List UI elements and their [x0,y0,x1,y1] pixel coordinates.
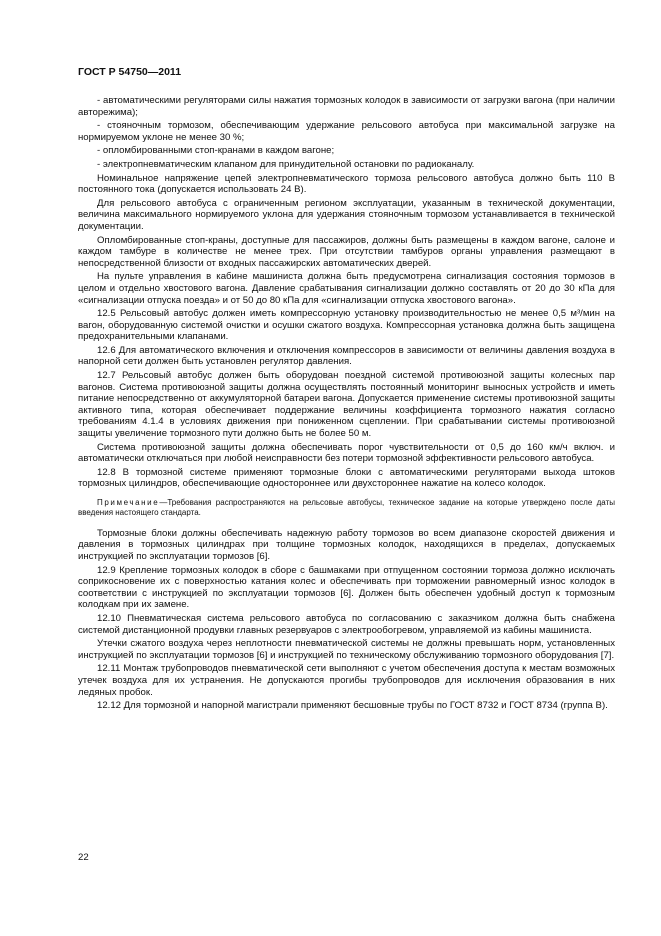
paragraph: Тормозные блоки должны обеспечивать надежную работу тормозов во всем диапазоне скоростей движения и давления в тормозных цилиндрах при толщине тормозных колодок, находящихся в пределах, допускаемых инструкцией по эксплуатации тормозов [6]. [78,527,615,562]
paragraph-12-6: 12.6 Для автоматического включения и отключения компрессоров в зависимости от величины давления воздуха в напорной сети должен быть установлен регулятор давления. [78,344,615,368]
body-text-section-1 [78,95,615,490]
paragraph: Номинальное напряжение цепей электропневматического тормоза рельсового автобуса должно быть 110 В постоянного тока (допускается использовать 24 В). [78,172,615,196]
paragraph: Опломбированные стоп-краны, доступные для пассажиров, должны быть размещены в каждом вагоне, салоне и каждом тамбуре в количестве не менее трех. При отсутствии тамбуров органы управления размещают в непосредственной близости от входных пассажирских автоматических дверей. [78,234,615,269]
paragraph-12-5: 12.5 Рельсовый автобус должен иметь компрессорную установку производительностью не менее 0,5 м³/мин на вагон, оборудованную системой очистки и осушки сжатого воздуха. Компрессорная установка должна быть защищена предохранительными клапанами. [78,308,615,343]
paragraph: - электропневматическим клапаном для принудительной остановки по радиоканалу. [97,158,475,170]
paragraph-12-12: 12.12 Для тормозной и напорной магистрали применяют бесшовные трубы по ГОСТ 8732 и ГОСТ 8734 (группа В). [97,700,608,712]
page-number: 22 [78,852,89,863]
paragraph: На пульте управления в кабине машиниста должна быть предусмотрена сигнализация состояния тормозов в целом и отдельно хвостового вагона. Давление срабатывания сигнализации должно составлять от 20 до 30 кПа для «сигнализации отпуска поезда» и от 50 до 80 кПа для «сигнализации отпуска хвостового вагона». [78,271,615,306]
standard-header: ГОСТ Р 54750—2011 [78,66,182,78]
paragraph-12-7: 12.7 Рельсовый автобус должен быть оборудован поездной системой противоюзной защиты колесных пар вагонов. Система противоюзной защиты должна осуществлять постоянный мониторинг выносных устройств и иметь питание непосредственно от аккумуляторной батареи вагона. Допускается применение системы противоюзной защиты активного типа, которая обеспечивает поддержание величины коэффициента тормозного нажатия согласно требованиям 4.1.4 в условиях движения при пониженном сцеплении. При срабатывании системы противоюзной защиты увеличение тормозного пути должно быть не более 50 м. [78,370,615,440]
note-label: Примечание [97,498,160,507]
note-text: —Требования распространяются на рельсовые автобусы, техническое задание на которые утверждено после даты введения настоящего стандарта. [78,498,615,518]
note [78,498,615,519]
paragraph: Утечки сжатого воздуха через неплотности пневматической системы не должны превышать норм, установленных инструкцией по эксплуатации тормозов [6] и инструкцией по техническому обслуживанию тормозного оборудования [7]. [78,638,615,661]
paragraph: Система противоюзной защиты должна обеспечивать порог чувствительности от 0,5 до 160 км/ч включ. и автоматически отключаться при любой неисправности без потери тормозной эффективности рельсового автобуса. [78,441,615,465]
body-text-section-2 [78,528,615,712]
paragraph-12-11: 12.11 Монтаж трубопроводов пневматической сети выполняют с учетом обеспечения доступа к местам возможных утечек воздуха для их устранения. Не допускаются прогибы трубопроводов для исключения образования в них ледяных пробок. [78,663,615,698]
paragraph-12-9: 12.9 Крепление тормозных колодок в сборе с башмаками при отпущенном состоянии тормоза должно исключать соприкосновение их с поверхностью катания колес и обеспечивать при торможении равномерный износ колодок в соответствии с инструкцией по эксплуатации тормозов [6]. Должен быть обеспечен удобный доступ к тормозным колодкам при их замене. [78,564,615,611]
paragraph: - стояночным тормозом, обеспечивающим удержание рельсового автобуса при максимальной загрузке на нормируемом уклоне не менее 30 %; [78,120,615,143]
paragraph-12-8: 12.8 В тормозной системе применяют тормозные блоки с автоматическими регуляторами выхода штоков тормозных цилиндров, обеспечивающие одностороннее или двухстороннее нажатие на колесо колодок. [78,466,615,490]
paragraph: - опломбированными стоп-кранами в каждом вагоне; [97,145,335,157]
paragraph: - автоматическими регуляторами силы нажатия тормозных колодок в зависимости от загрузки вагона (при наличии авторежима); [78,95,615,118]
paragraph-12-10: 12.10 Пневматическая система рельсового автобуса по согласованию с заказчиком должна быть снабжена системой дистанционной продувки главных резервуаров с электрообогревом, управляемой из кабины машиниста. [78,612,615,636]
paragraph: Для рельсового автобуса с ограниченным регионом эксплуатации, указанным в технической документации, величина максимального нормируемого уклона для удержания стояночным тормозом устанавливается в технической документации. [78,197,615,232]
